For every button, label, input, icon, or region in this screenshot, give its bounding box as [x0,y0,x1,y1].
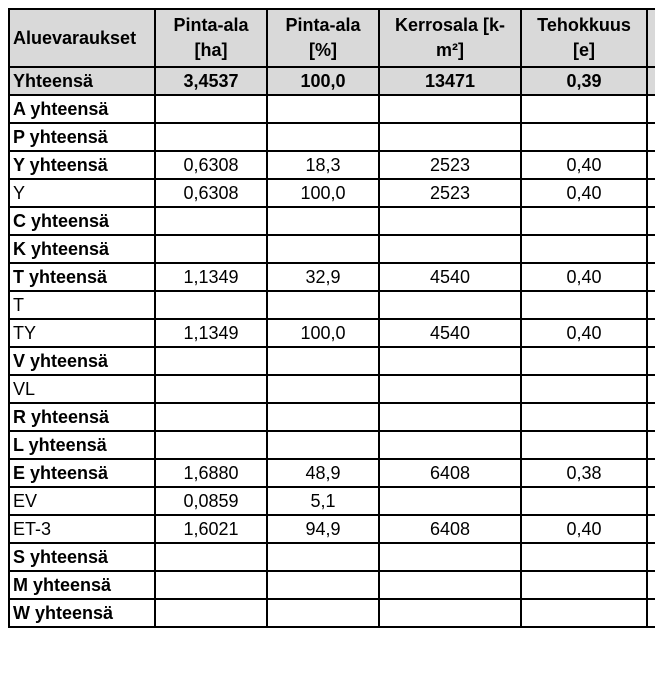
row-label: TY [9,319,155,347]
row-label: M yhteensä [9,571,155,599]
table-row [9,123,655,151]
table-row [9,459,655,487]
row-tehokkuus [521,375,647,403]
row-kerrosala [379,207,521,235]
row-tehokkuus: 0,38 [521,459,647,487]
row-ha [155,543,267,571]
row-extra [647,571,655,599]
row-kerrosala [379,599,521,627]
row-ha [155,431,267,459]
header-pinta-ala-ha: Pinta-ala [ha] [155,9,267,67]
row-pct [267,207,379,235]
row-ha: 0,6308 [155,151,267,179]
row-ha: 0,6308 [155,179,267,207]
row-ha [155,347,267,375]
row-pct [267,123,379,151]
row-extra [647,179,655,207]
row-tehokkuus: 0,40 [521,179,647,207]
row-kerrosala: 4540 [379,263,521,291]
header-tehokkuus: Tehokkuus [e] [521,9,647,67]
table-row [9,487,655,515]
row-ha: 1,6880 [155,459,267,487]
row-pct [267,571,379,599]
row-extra [647,235,655,263]
row-extra [647,515,655,543]
table-row [9,291,655,319]
row-extra [647,403,655,431]
row-kerrosala [379,123,521,151]
row-ha [155,123,267,151]
row-label: L yhteensä [9,431,155,459]
land-use-table [8,8,655,628]
row-tehokkuus [521,123,647,151]
row-extra [647,95,655,123]
row-pct [267,599,379,627]
row-tehokkuus [521,543,647,571]
row-tehokkuus [521,571,647,599]
table-row [9,515,655,543]
table-row [9,403,655,431]
row-kerrosala [379,347,521,375]
total-tehokkuus: 0,39 [521,67,647,95]
row-ha [155,571,267,599]
row-extra [647,151,655,179]
row-pct: 100,0 [267,179,379,207]
header-row [9,9,655,67]
header-extra [647,9,655,67]
table-row [9,151,655,179]
table-row [9,599,655,627]
row-tehokkuus [521,291,647,319]
row-ha [155,95,267,123]
row-ha [155,291,267,319]
row-kerrosala [379,487,521,515]
row-label: P yhteensä [9,123,155,151]
total-extra [647,67,655,95]
table-row [9,95,655,123]
row-extra [647,431,655,459]
table-row [9,179,655,207]
row-label: T [9,291,155,319]
row-kerrosala: 2523 [379,179,521,207]
row-ha: 1,1349 [155,319,267,347]
row-extra [647,263,655,291]
header-pinta-ala-pct: Pinta-ala [%] [267,9,379,67]
row-kerrosala [379,235,521,263]
row-extra [647,487,655,515]
row-kerrosala [379,403,521,431]
row-ha [155,207,267,235]
table-row [9,431,655,459]
row-label: ET-3 [9,515,155,543]
row-extra [647,347,655,375]
row-tehokkuus [521,403,647,431]
table-row [9,319,655,347]
row-ha: 0,0859 [155,487,267,515]
total-ha: 3,4537 [155,67,267,95]
row-kerrosala [379,291,521,319]
row-label: E yhteensä [9,459,155,487]
row-kerrosala [379,543,521,571]
row-tehokkuus [521,207,647,235]
row-label: S yhteensä [9,543,155,571]
row-label: V yhteensä [9,347,155,375]
row-label: A yhteensä [9,95,155,123]
row-extra [647,375,655,403]
row-tehokkuus [521,599,647,627]
total-pct: 100,0 [267,67,379,95]
header-kerrosala: Kerrosala [k-m²] [379,9,521,67]
row-extra [647,207,655,235]
row-ha: 1,6021 [155,515,267,543]
row-label: R yhteensä [9,403,155,431]
row-pct: 32,9 [267,263,379,291]
row-kerrosala: 2523 [379,151,521,179]
row-extra [647,543,655,571]
row-pct [267,347,379,375]
table-row [9,207,655,235]
row-label: K yhteensä [9,235,155,263]
row-extra [647,291,655,319]
row-kerrosala: 6408 [379,459,521,487]
table-row [9,263,655,291]
table-row [9,235,655,263]
header-aluevaraukset: Aluevaraukset [9,9,155,67]
row-kerrosala [379,571,521,599]
row-extra [647,459,655,487]
row-kerrosala [379,375,521,403]
row-extra [647,319,655,347]
row-tehokkuus [521,235,647,263]
row-tehokkuus: 0,40 [521,515,647,543]
row-pct [267,403,379,431]
row-tehokkuus [521,347,647,375]
row-kerrosala: 4540 [379,319,521,347]
row-tehokkuus [521,95,647,123]
row-kerrosala [379,431,521,459]
row-tehokkuus: 0,40 [521,151,647,179]
total-kerrosala: 13471 [379,67,521,95]
total-label: Yhteensä [9,67,155,95]
row-ha [155,375,267,403]
row-label: W yhteensä [9,599,155,627]
row-pct: 48,9 [267,459,379,487]
row-kerrosala: 6408 [379,515,521,543]
row-pct: 94,9 [267,515,379,543]
row-ha [155,403,267,431]
row-label: Y yhteensä [9,151,155,179]
table-row [9,543,655,571]
table-row [9,571,655,599]
row-pct [267,431,379,459]
row-tehokkuus [521,431,647,459]
row-ha [155,599,267,627]
row-ha [155,235,267,263]
row-ha: 1,1349 [155,263,267,291]
table-row [9,375,655,403]
row-pct [267,291,379,319]
row-pct: 5,1 [267,487,379,515]
row-label: VL [9,375,155,403]
total-row [9,67,655,95]
row-pct [267,375,379,403]
row-label: C yhteensä [9,207,155,235]
row-label: Y [9,179,155,207]
row-kerrosala [379,95,521,123]
row-pct: 100,0 [267,319,379,347]
row-tehokkuus [521,487,647,515]
row-extra [647,599,655,627]
row-pct [267,543,379,571]
row-pct [267,95,379,123]
row-label: EV [9,487,155,515]
row-extra [647,123,655,151]
row-tehokkuus: 0,40 [521,263,647,291]
row-pct [267,235,379,263]
row-label: T yhteensä [9,263,155,291]
row-pct: 18,3 [267,151,379,179]
row-tehokkuus: 0,40 [521,319,647,347]
table-row [9,347,655,375]
